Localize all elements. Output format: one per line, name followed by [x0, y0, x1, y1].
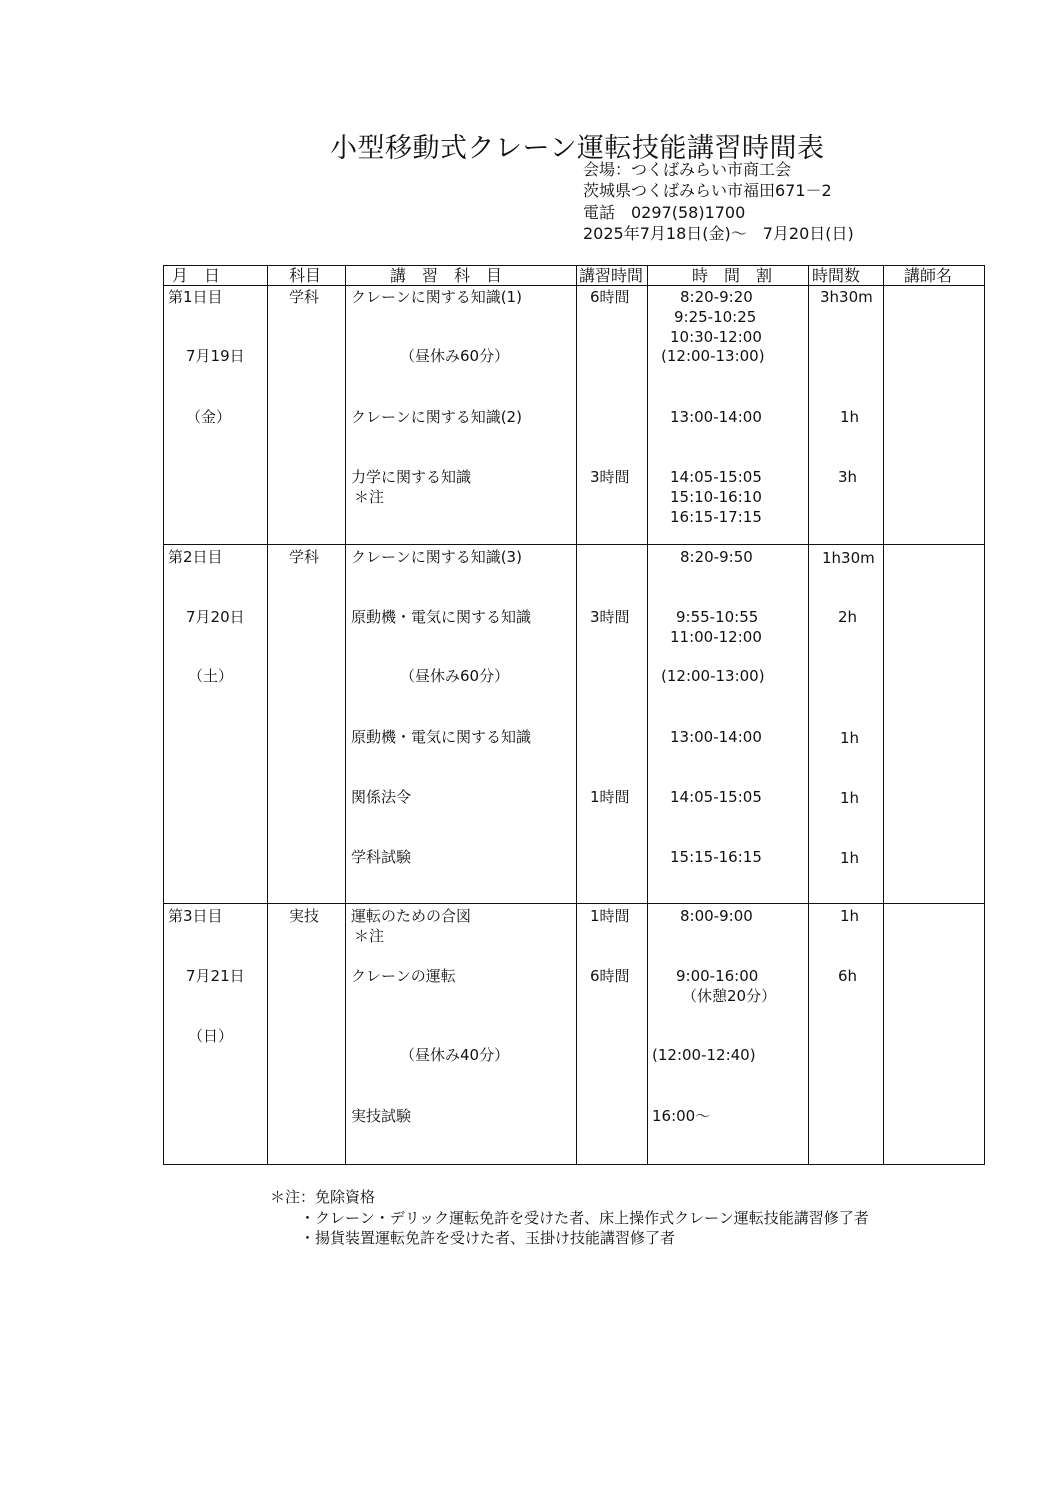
- day2-row5-count: 1h: [840, 789, 860, 807]
- day3-row4-time: 16:00～: [652, 1107, 711, 1125]
- header-date: 月 日: [172, 266, 221, 285]
- day3-category: 実技: [289, 907, 320, 925]
- day3-row2-break: （休憩20分）: [682, 987, 777, 1005]
- day2-row2-count: 2h: [838, 608, 858, 626]
- day3-row2-count: 6h: [838, 967, 858, 985]
- venue: 会場：つくばみらい市商工会: [583, 160, 792, 179]
- note-heading: ＊注：免除資格: [270, 1188, 376, 1206]
- day2-date: 7月20日: [186, 608, 245, 626]
- col-divider: [267, 266, 268, 1164]
- col-divider: [345, 266, 346, 1164]
- day2-row1-count: 1h30m: [822, 549, 875, 567]
- day1-row3-subject: クレーンに関する知識(2): [351, 408, 522, 426]
- header-hours: 講習時間: [579, 266, 644, 285]
- day1-row4-time: 14:05-15:05: [670, 468, 762, 486]
- day3-row1-time: 8:00-9:00: [680, 907, 753, 925]
- day2-row2-hours: 3時間: [590, 608, 630, 626]
- schedule-table: [163, 265, 985, 1165]
- day1-row3-count: 1h: [840, 408, 860, 426]
- header-instructor: 講師名: [904, 266, 953, 285]
- day1-date: 7月19日: [186, 347, 245, 365]
- day1-row3-time: 13:00-14:00: [670, 408, 762, 426]
- day1-lunch-time: (12:00-13:00): [661, 347, 765, 365]
- day2-row2-time: 11:00-12:00: [670, 628, 762, 646]
- day2-row6-count: 1h: [840, 849, 860, 867]
- day1-lunch: （昼休み60分）: [400, 347, 510, 365]
- header-timetable: 時 間 割: [692, 266, 773, 285]
- header-count: 時間数: [812, 266, 861, 285]
- day2-category: 学科: [289, 548, 320, 566]
- day3-row4-subject: 実技試験: [351, 1107, 412, 1125]
- col-divider: [808, 266, 809, 1164]
- col-divider: [647, 266, 648, 1164]
- day1-row1-time: 10:30-12:00: [670, 328, 762, 346]
- day1-weekday: （金）: [186, 408, 232, 426]
- day1-row4-time: 16:15-17:15: [670, 508, 762, 526]
- day1-row1-time: 8:20-9:20: [680, 288, 753, 306]
- period: 2025年7月18日(金)～ 7月20日(日): [583, 224, 854, 243]
- day2-label: 第2日目: [168, 548, 223, 566]
- day3-row1-subject: 運転のための合図: [351, 907, 472, 925]
- day-divider: [164, 903, 984, 904]
- day2-row4-time: 13:00-14:00: [670, 728, 762, 746]
- day1-row4-count: 3h: [838, 468, 858, 486]
- phone: 電話 0297(58)1700: [583, 203, 746, 222]
- page-title: 小型移動式クレーン運転技能講習時間表: [330, 133, 825, 164]
- day3-lunch-time: (12:00-12:40): [652, 1046, 756, 1064]
- day3-weekday: （日）: [188, 1027, 234, 1045]
- day2-row1-subject: クレーンに関する知識(3): [351, 548, 522, 566]
- day3-row2-hours: 6時間: [590, 967, 630, 985]
- day1-row1-subject: クレーンに関する知識(1): [351, 288, 522, 306]
- day1-label: 第1日目: [168, 288, 223, 306]
- day1-category: 学科: [289, 288, 320, 306]
- day2-row2-time: 9:55-10:55: [676, 608, 759, 626]
- day2-row5-hours: 1時間: [590, 788, 630, 806]
- day2-row5-time: 14:05-15:05: [670, 788, 762, 806]
- day2-row1-time: 8:20-9:50: [680, 548, 753, 566]
- day1-row4-note: ＊注: [354, 488, 385, 506]
- header-subject: 講 習 科 目: [390, 266, 503, 285]
- note-line: ・揚貨装置運転免許を受けた者、玉掛け技能講習修了者: [300, 1229, 676, 1247]
- day-divider: [164, 544, 984, 545]
- day2-lunch-time: (12:00-13:00): [661, 667, 765, 685]
- day2-row2-subject: 原動機・電気に関する知識: [351, 608, 532, 626]
- day3-label: 第3日目: [168, 907, 223, 925]
- day3-row1-count: 1h: [840, 907, 860, 925]
- col-divider: [576, 266, 577, 1164]
- day3-row1-note: ＊注: [354, 927, 385, 945]
- day1-row4-time: 15:10-16:10: [670, 488, 762, 506]
- day2-row4-count: 1h: [840, 729, 860, 747]
- day3-row2-subject: クレーンの運転: [351, 967, 456, 985]
- day1-row4-subject: 力学に関する知識: [351, 468, 472, 486]
- day2-row5-subject: 関係法令: [351, 788, 412, 806]
- note-line: ・クレーン・デリック運転免許を受けた者、床上操作式クレーン運転技能講習修了者: [300, 1209, 869, 1227]
- day1-row1-count: 3h30m: [820, 288, 873, 306]
- header-divider: [164, 285, 984, 286]
- day1-row1-time: 9:25-10:25: [674, 308, 757, 326]
- day1-row1-hours: 6時間: [590, 288, 630, 306]
- day3-lunch: （昼休み40分）: [400, 1046, 510, 1064]
- day3-row1-hours: 1時間: [590, 907, 630, 925]
- col-divider: [883, 266, 884, 1164]
- day3-date: 7月21日: [186, 967, 245, 985]
- header-category: 科目: [289, 266, 322, 285]
- day1-row4-hours: 3時間: [590, 468, 630, 486]
- address: 茨城県つくばみらい市福田671－2: [583, 181, 832, 200]
- day2-weekday: （土）: [188, 667, 234, 685]
- day2-row4-subject: 原動機・電気に関する知識: [351, 728, 532, 746]
- day2-row6-time: 15:15-16:15: [670, 848, 762, 866]
- day3-row2-time: 9:00-16:00: [676, 967, 759, 985]
- day2-lunch: （昼休み60分）: [400, 667, 510, 685]
- day2-row6-subject: 学科試験: [351, 848, 412, 866]
